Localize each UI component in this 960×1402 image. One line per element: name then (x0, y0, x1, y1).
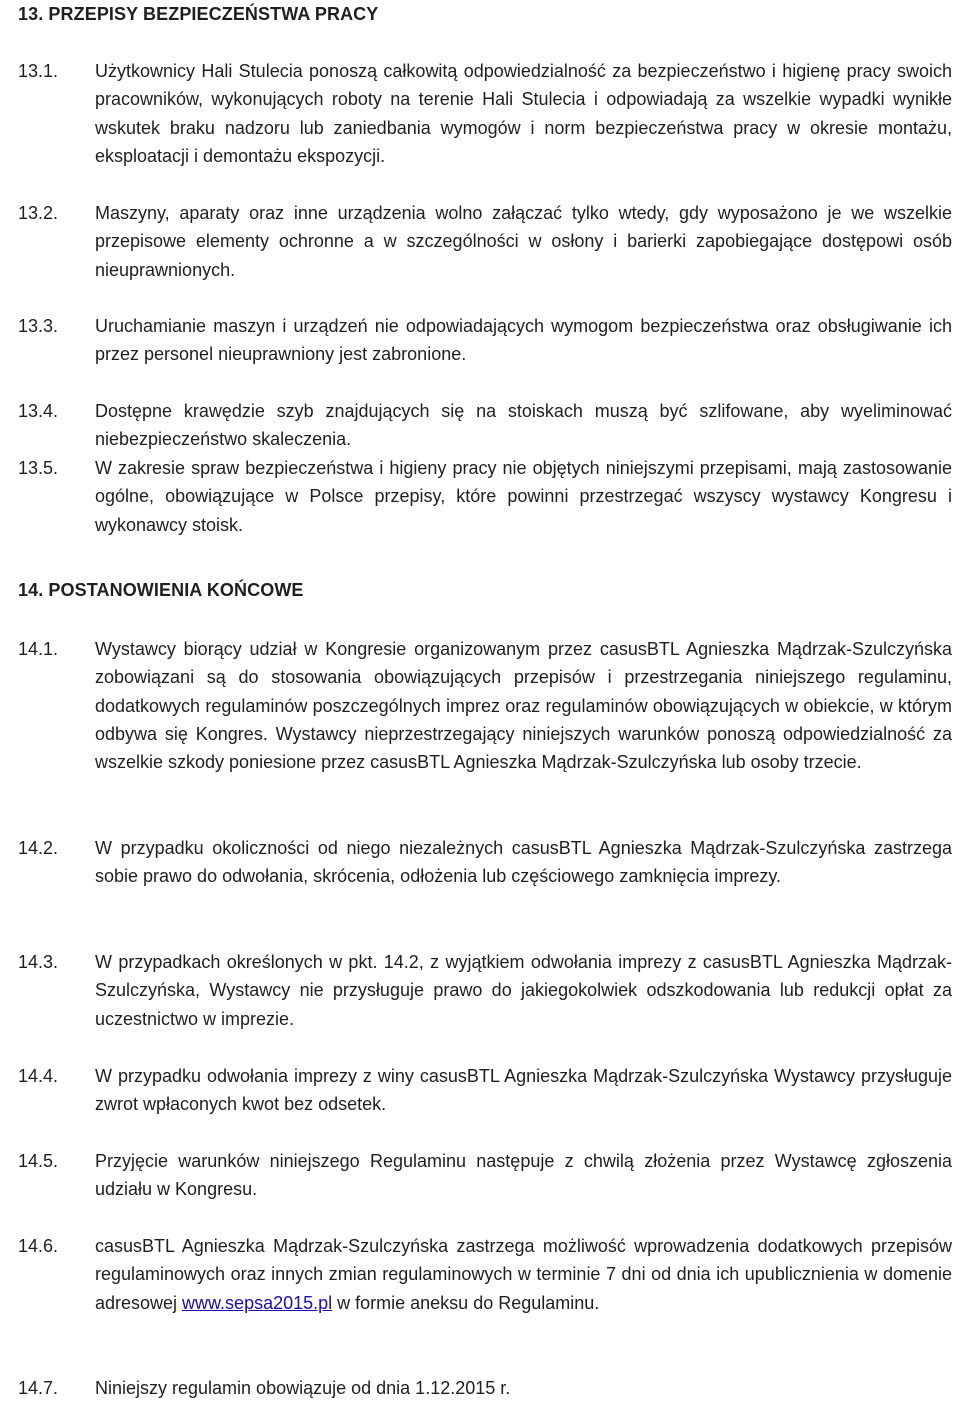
paragraph-14-6 (18, 1232, 952, 1317)
paragraph-13-1 (18, 57, 952, 170)
paragraph-number: 14.7. (18, 1378, 59, 1398)
paragraph-number: 13.2. (18, 203, 59, 223)
paragraph-14-7 (18, 1374, 952, 1402)
paragraph-text: W przypadkach określonych w pkt. 14.2, z wyjątkiem odwołania imprezy z casusBTL Agnieszka Mądrzak-Szulczyńska, Wystawcy nie przysługuje prawo do jakiegokolwiek odszkodowania lub redukcji opłat za uczestnictwo w imprezie. (95, 952, 952, 1029)
paragraph-text: Uruchamianie maszyn i urządzeń nie odpowiadających wymogom bezpieczeństwa oraz obsługiwanie ich przez personel nieuprawniony jest zabronione. (95, 316, 952, 365)
paragraph-14-5 (18, 1147, 952, 1204)
sepsa-website-link[interactable]: www.sepsa2015.pl (182, 1292, 333, 1313)
paragraph-14-1 (18, 635, 952, 776)
paragraph-13-3 (18, 312, 952, 369)
paragraph-14-4 (18, 1062, 952, 1119)
paragraph-text: Przyjęcie warunków niniejszego Regulaminu następuje z chwilą złożenia przez Wystawcę zgłoszenia udziału w Kongresu. (95, 1151, 952, 1200)
paragraph-number: 14.5. (18, 1151, 59, 1171)
section-heading-13: 13. PRZEPISY BEZPIECZEŃSTWA PRACY (18, 4, 379, 24)
paragraph-number: 14.4. (18, 1066, 59, 1086)
paragraph-number: 14.2. (18, 838, 59, 858)
paragraph-text: Maszyny, aparaty oraz inne urządzenia wolno załączać tylko wtedy, gdy wyposażono je we wszelkie przepisowe elementy ochronne a w szczególności w osłony i barierki zapobiegające dostępowi osób nieuprawnionych. (95, 203, 952, 280)
paragraph-13-2 (18, 199, 952, 284)
paragraph-number: 13.4. (18, 401, 59, 421)
paragraph-13-4 (18, 397, 952, 454)
paragraph-number: 13.1. (18, 61, 59, 81)
paragraph-text: W przypadku odwołania imprezy z winy casusBTL Agnieszka Mądrzak-Szulczyńska Wystawcy przysługuje zwrot wpłaconych kwot bez odsetek. (95, 1066, 952, 1115)
paragraph-text-before-link: casusBTL Agnieszka Mądrzak-Szulczyńska zastrzega możliwość wprowadzenia dodatkowych przepisów regulaminowych oraz innych zmian regulaminowych w terminie 7 dni od dnia ich upublicznienia w domenie adresowej (95, 1236, 952, 1313)
paragraph-text: Niniejszy regulamin obowiązuje od dnia 1.12.2015 r. (95, 1378, 511, 1398)
paragraph-text: W przypadku okoliczności od niego niezależnych casusBTL Agnieszka Mądrzak-Szulczyńska zastrzega sobie prawo do odwołania, skrócenia, odłożenia lub częściowego zamknięcia imprezy. (95, 838, 952, 887)
paragraph-text: Wystawcy biorący udział w Kongresie organizowanym przez casusBTL Agnieszka Mądrzak-Szulczyńska zobowiązani są do stosowania obowiązujących przepisów i przestrzegania niniejszego regulaminu, dodatkowych regulaminów poszczególnych imprez oraz regulaminów obowiązujących w obiekcie, w którym odbywa się Kongres. Wystawcy nieprzestrzegający niniejszych warunków ponoszą odpowiedzialność za wszelkie szkody poniesione przez casusBTL Agnieszka Mądrzak-Szulczyńska lub osoby trzecie. (95, 639, 952, 773)
paragraph-text-after-link: w formie aneksu do Regulaminu. (332, 1292, 600, 1313)
paragraph-text: Użytkownicy Hali Stulecia ponoszą całkowitą odpowiedzialność za bezpieczeństwo i higienę pracy swoich pracowników, wykonujących roboty na terenie Hali Stulecia i odpowiadają za wszelkie wypadki wynikłe wskutek braku nadzoru lub zaniedbania wymogów i norm bezpieczeństwa pracy w okresie montażu, eksploatacji i demontażu ekspozycji. (95, 61, 952, 166)
paragraph-number: 14.3. (18, 952, 59, 972)
paragraph-text (95, 1232, 952, 1317)
paragraph-text: Dostępne krawędzie szyb znajdujących się na stoiskach muszą być szlifowane, aby wyeliminować niebezpieczeństwo skaleczenia. (95, 401, 952, 450)
paragraph-number: 13.3. (18, 316, 59, 336)
paragraph-14-3 (18, 948, 952, 1033)
paragraph-number: 14.6. (18, 1236, 59, 1256)
paragraph-number: 13.5. (18, 458, 59, 478)
paragraph-number: 14.1. (18, 639, 59, 659)
paragraph-text: W zakresie spraw bezpieczeństwa i higieny pracy nie objętych niniejszymi przepisami, mają zastosowanie ogólne, obowiązujące w Polsce przepisy, które powinni przestrzegać wszyscy wystawcy Kongresu i wykonawcy stoisk. (95, 458, 952, 535)
paragraph-14-2 (18, 834, 952, 891)
section-heading-14: 14. POSTANOWIENIA KOŃCOWE (18, 580, 304, 600)
paragraph-13-5 (18, 454, 952, 539)
